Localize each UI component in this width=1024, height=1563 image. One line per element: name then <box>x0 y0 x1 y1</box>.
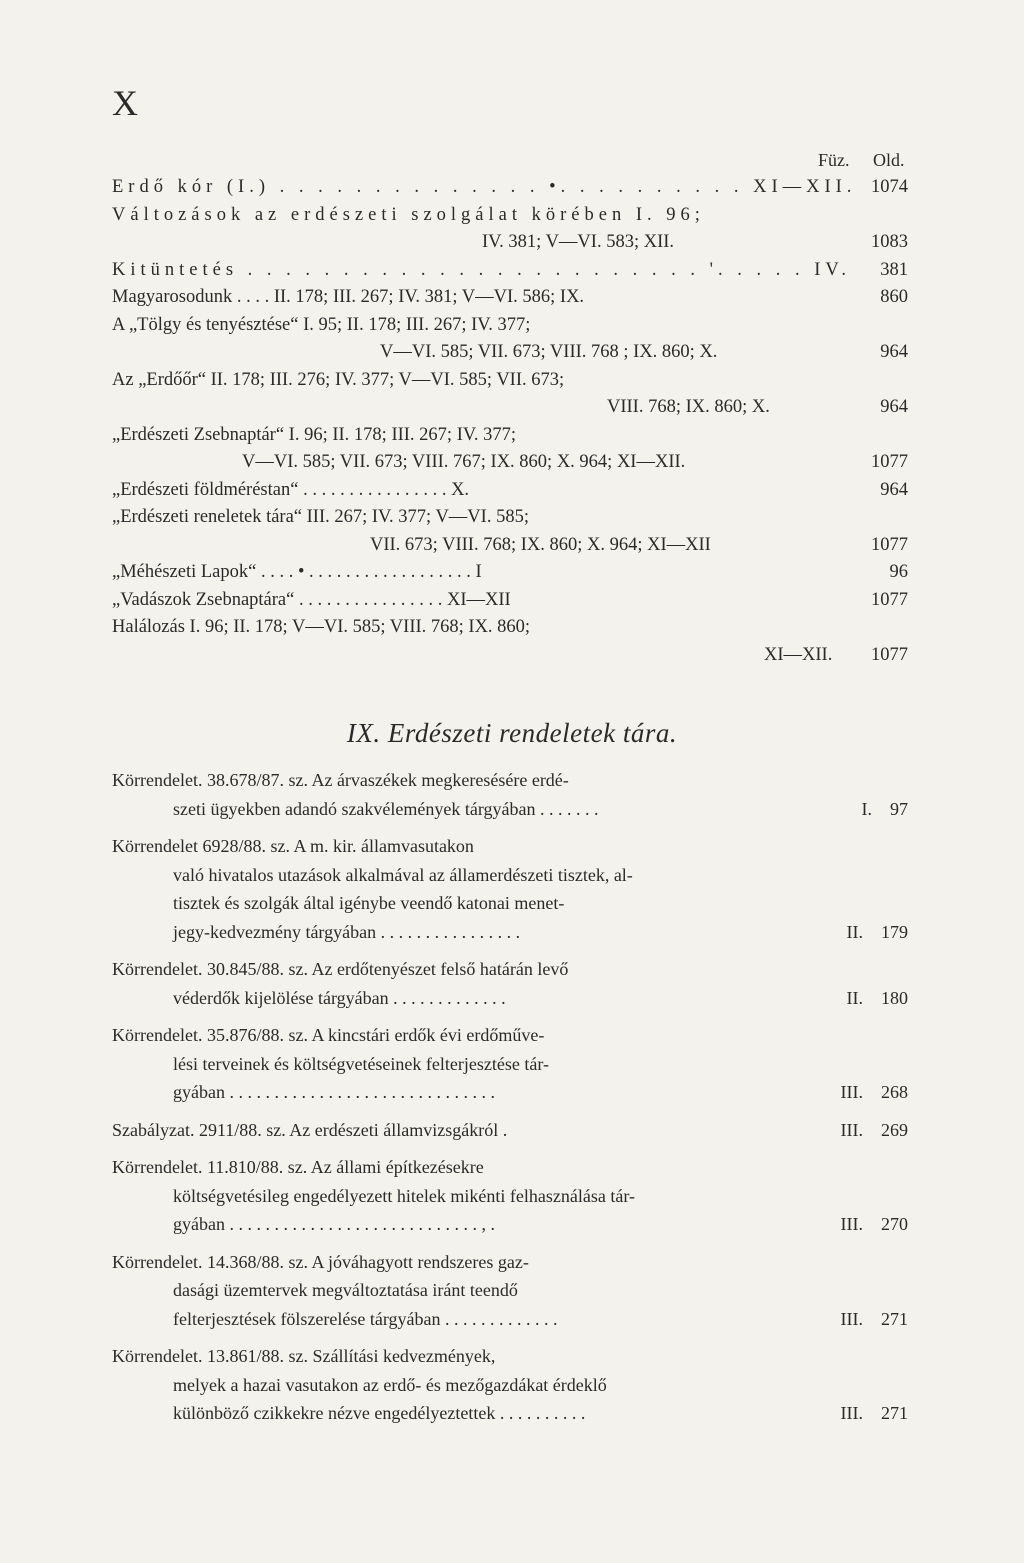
index-line-text: V—VI. 585; VII. 673; VIII. 767; IX. 860; X. 964; XI—XII. <box>242 452 686 472</box>
index-line <box>112 367 908 395</box>
regulation-line <box>112 770 908 799</box>
regulation-line-text: Szabályzat. 2911/88. sz. Az erdészeti államvizsgákról . <box>112 1119 508 1140</box>
regulation-line <box>112 836 908 865</box>
regulation-page: 270 <box>881 1214 908 1234</box>
index-line <box>112 532 908 560</box>
index-line-text: „Méhészeti Lapok“ . . . . • . . . . . . . . . . . . . . . . . . I <box>112 562 482 582</box>
regulation-page: 179 <box>881 921 908 942</box>
index-line-page: 1077 <box>871 534 908 555</box>
index-line-page: 381 <box>880 259 908 280</box>
index-line-text: Változások az erdészeti szolgálat körében I. 96; <box>112 204 705 225</box>
regulation-line <box>112 1346 908 1375</box>
index-line <box>112 642 908 670</box>
index-line-page: 964 <box>880 397 908 417</box>
regulation-line-text: lési terveinek és költségvetéseinek felterjesztése tár- <box>173 1053 549 1074</box>
regulation-issue: II. <box>846 987 863 1008</box>
regulation-line-text: Körrendelet. 14.368/88. sz. A jóváhagyott rendszeres gaz- <box>112 1251 529 1272</box>
regulation-line <box>112 1214 908 1243</box>
index-line-page: 964 <box>880 479 908 500</box>
index-line-page: 96 <box>889 562 908 582</box>
index-line <box>112 504 908 532</box>
regulation-page: 180 <box>881 987 908 1008</box>
page-number: X <box>112 83 139 123</box>
regulation-line <box>112 865 908 894</box>
index-list <box>112 174 908 669</box>
regulation-line <box>112 1403 908 1432</box>
regulation-line-text: való hivatalos utazások alkalmával az államerdészeti tisztek, al- <box>173 864 633 885</box>
index-line <box>112 339 908 367</box>
regulation-line <box>112 959 908 988</box>
regulation-line <box>112 1280 908 1309</box>
index-line-text: A „Tölgy és tenyésztése“ I. 95; II. 178; III. 267; IV. 377; <box>112 314 531 335</box>
regulation-issue: I. <box>861 798 872 819</box>
index-line-text: Halálozás I. 96; II. 178; V—VI. 585; VIII. 768; IX. 860; <box>112 617 531 637</box>
index-line-text: VIII. 768; IX. 860; X. <box>607 397 770 417</box>
regulation-page: 271 <box>881 1308 908 1329</box>
index-line <box>112 174 908 202</box>
index-line <box>112 394 908 422</box>
regulation-line-text: Körrendelet. 30.845/88. sz. Az erdőtenyészet felső határán levő <box>112 959 569 979</box>
index-line <box>112 559 908 587</box>
regulation-issue: III. <box>840 1214 863 1234</box>
column-header-page: Old. <box>873 150 905 170</box>
regulation-entry <box>112 1346 908 1432</box>
regulation-issue: III. <box>840 1082 863 1102</box>
regulation-line <box>112 893 908 922</box>
index-line <box>112 229 908 257</box>
regulation-reference <box>808 1120 908 1141</box>
regulation-line-text: különböző czikkekre nézve engedélyeztettek . . . . . . . . . . <box>173 1403 586 1423</box>
index-line-text: IV. 381; V—VI. 583; XII. <box>482 232 675 252</box>
regulation-line <box>112 922 908 951</box>
regulation-reference <box>808 1214 908 1235</box>
regulation-line <box>112 1082 908 1111</box>
index-line <box>112 284 908 312</box>
regulation-entry <box>112 1157 908 1243</box>
index-line-text: „Erdészeti földméréstan“ . . . . . . . . . . . . . . . . X. <box>112 479 470 500</box>
regulation-reference <box>808 1082 908 1103</box>
index-line-text: Az „Erdőőr“ II. 178; III. 276; IV. 377; V—VI. 585; VII. 673; <box>112 369 565 390</box>
regulation-line-text: dasági üzemtervek megváltoztatása iránt teendő <box>173 1280 518 1300</box>
index-line-page: 1074 <box>871 177 908 197</box>
index-line-text: VII. 673; VIII. 768; IX. 860; X. 964; XI—XII <box>370 534 711 555</box>
regulation-line-text: tisztek és szolgák által igénybe veendő katonai menet- <box>173 893 565 913</box>
regulation-line-text: gyában . . . . . . . . . . . . . . . . . . . . . . . . . . . . , . <box>173 1214 495 1234</box>
regulation-line-text: költségvetésileg engedélyezett hitelek mikénti felhasználása tár- <box>173 1185 635 1206</box>
index-line-text: „Vadászok Zsebnaptára“ . . . . . . . . . . . . . . . . XI—XII <box>112 589 511 610</box>
regulation-line <box>112 1054 908 1083</box>
regulation-line-text: Körrendelet 6928/88. sz. A m. kir. államvasutakon <box>112 836 474 856</box>
index-line-page: 1083 <box>871 232 908 252</box>
index-line <box>112 312 908 340</box>
index-line-page: 1077 <box>871 452 908 472</box>
index-line <box>112 477 908 505</box>
index-line-page: 1077 <box>871 589 908 610</box>
section-title: IX. Erdészeti rendeletek tára. <box>346 718 678 748</box>
regulation-page: 269 <box>881 1119 908 1140</box>
index-line-text: Erdő kór (I.) . . . . . . . . . . . . . . •. . . . . . . . . . XI—XII. <box>112 177 857 197</box>
regulation-line-text: szeti ügyekben adandó szakvélemények tárgyában . . . . . . . <box>173 798 599 819</box>
regulation-entry <box>112 1025 908 1111</box>
regulation-line-text: Körrendelet. 38.678/87. sz. Az árvaszékek megkeresésére erdé- <box>112 770 569 790</box>
index-line-page: 964 <box>880 342 908 362</box>
index-line-text: Kitüntetés . . . . . . . . . . . . . . . . . . . . . . . . '. . . . . IV. <box>112 259 852 280</box>
index-line-text: Magyarosodunk . . . . II. 178; III. 267; IV. 381; V—VI. 586; IX. <box>112 287 585 307</box>
regulation-line <box>112 1252 908 1281</box>
index-line <box>112 202 908 230</box>
column-header-issue: Füz. <box>818 150 850 170</box>
regulation-line <box>112 1186 908 1215</box>
regulation-reference <box>808 988 908 1009</box>
regulation-reference <box>808 799 908 820</box>
regulation-issue: II. <box>846 921 863 942</box>
regulation-line <box>112 988 908 1017</box>
regulation-issue: III. <box>840 1403 863 1423</box>
regulation-line-text: véderdők kijelölése tárgyában . . . . . . . . . . . . . <box>173 987 506 1008</box>
regulation-entry <box>112 1252 908 1338</box>
regulation-page: 271 <box>881 1403 908 1423</box>
index-line-text: XI—XII. <box>764 644 833 665</box>
regulation-issue: III. <box>840 1308 863 1329</box>
index-line <box>112 614 908 642</box>
regulation-line <box>112 1157 908 1186</box>
regulation-line-text: Körrendelet. 35.876/88. sz. A kincstári erdők évi erdőműve- <box>112 1025 545 1045</box>
regulation-page: 97 <box>890 798 908 819</box>
regulation-reference <box>808 1403 908 1424</box>
regulation-issue: III. <box>840 1119 863 1140</box>
regulation-line <box>112 1375 908 1404</box>
index-line-page: 860 <box>880 287 908 307</box>
regulation-entry <box>112 770 908 827</box>
regulation-line <box>112 1025 908 1054</box>
regulation-line-text: Körrendelet. 11.810/88. sz. Az állami építkezésekre <box>112 1157 484 1177</box>
regulation-line-text: felterjesztések fölszerelése tárgyában . . . . . . . . . . . . . <box>173 1308 558 1329</box>
index-line <box>112 449 908 477</box>
index-line-text: V—VI. 585; VII. 673; VIII. 768 ; IX. 860; X. <box>380 342 718 362</box>
regulation-entry <box>112 959 908 1016</box>
regulation-line <box>112 799 908 828</box>
regulation-line-text: gyában . . . . . . . . . . . . . . . . . . . . . . . . . . . . . . <box>173 1082 495 1102</box>
regulation-reference <box>808 1309 908 1330</box>
regulation-page: 268 <box>881 1082 908 1102</box>
regulation-line <box>112 1309 908 1338</box>
regulation-reference <box>808 922 908 943</box>
index-line-text: „Erdészeti Zsebnaptár“ I. 96; II. 178; III. 267; IV. 377; <box>112 424 516 445</box>
index-line-text: „Erdészeti reneletek tára“ III. 267; IV. 377; V—VI. 585; <box>112 507 529 527</box>
regulation-entry <box>112 836 908 950</box>
regulations-list <box>112 770 908 1441</box>
regulation-line-text: Körrendelet. 13.861/88. sz. Szállítási kedvezmények, <box>112 1346 496 1366</box>
regulation-entry <box>112 1120 908 1149</box>
regulation-line-text: melyek a hazai vasutakon az erdő- és mezőgazdákat érdeklő <box>173 1374 607 1395</box>
index-line <box>112 257 908 285</box>
index-line-page: 1077 <box>871 644 908 665</box>
index-line <box>112 422 908 450</box>
index-line <box>112 587 908 615</box>
regulation-line-text: jegy-kedvezmény tárgyában . . . . . . . . . . . . . . . . <box>173 921 521 942</box>
regulation-line <box>112 1120 908 1149</box>
